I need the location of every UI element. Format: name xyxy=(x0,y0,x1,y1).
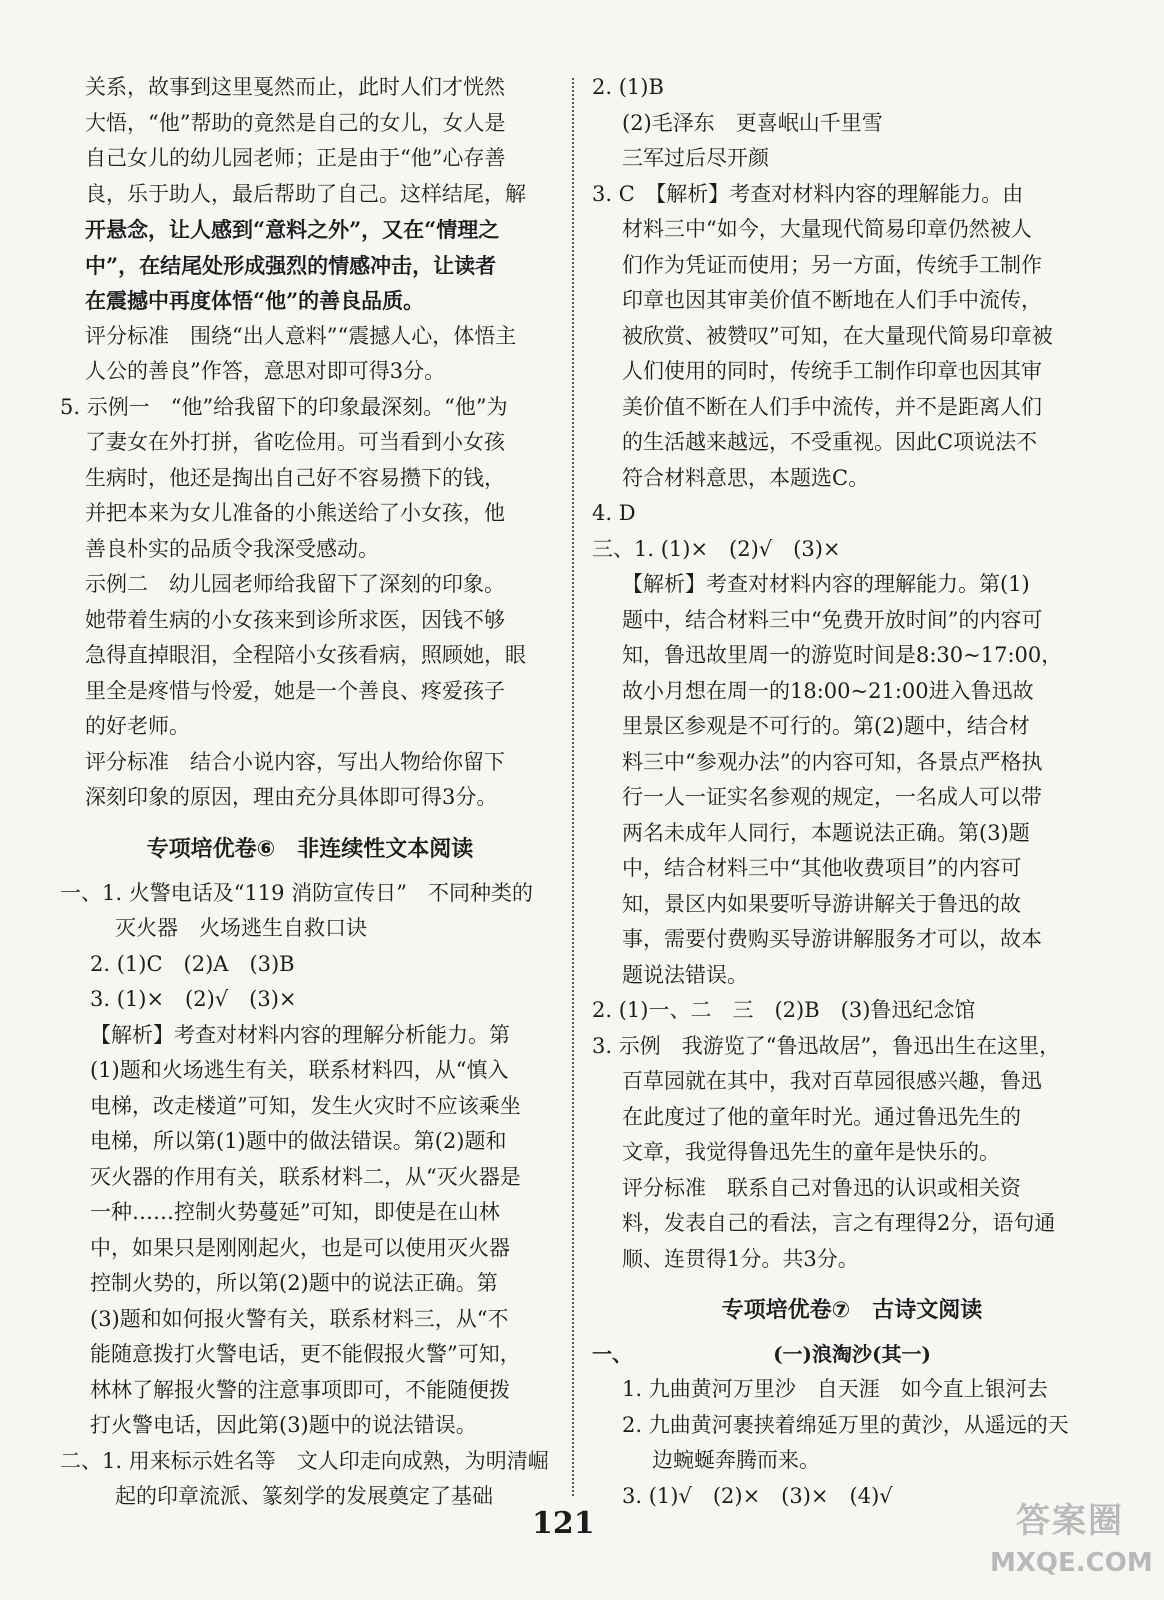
text-line: 评分标准 结合小说内容，写出人物给你留下 xyxy=(85,749,505,774)
text-line: 中，如果只是刚刚起火，也是可以使用灭火器 xyxy=(90,1235,510,1260)
text-line: 题说法错误。 xyxy=(622,962,748,987)
text-line: 人公的善良”作答，意思对即可得3分。 xyxy=(85,359,446,383)
text-line: 大悟，“他”帮助的竟然是自己的女儿，女人是 xyxy=(85,110,506,135)
section-7-title: 专项培优卷⑦ 古诗文阅读 xyxy=(721,1298,983,1323)
text-line: 故小月想在周一的18:00~21:00进入鲁迅故 xyxy=(622,678,1034,703)
text-line: 良，乐于助人，最后帮助了自己。这样结尾，解 xyxy=(85,181,526,206)
text-line: 印章也因其审美价值不断地在人们手中流传， xyxy=(622,288,1042,312)
text-line: 评分标准 围绕“出人意料”“震撼人心，体悟主 xyxy=(85,323,517,348)
text-line: 行一人一证实名参观的规定，一名成人可以带 xyxy=(622,785,1042,809)
text-line: 一、1. 火警电话及“119 消防宣传日” 不同种类的 xyxy=(60,880,533,905)
text-line: 3. (1)× (2)√ (3)× xyxy=(90,987,297,1011)
text-line: 们作为凭证而使用；另一方面，传统手工制作 xyxy=(622,252,1042,277)
text-line: 顺、连贯得1分。共3分。 xyxy=(622,1246,859,1271)
text-line: 并把本来为女儿准备的小熊送给了小女孩，他 xyxy=(85,501,505,525)
text-line: 【解析】考查对材料内容的理解分析能力。第 xyxy=(90,1022,510,1047)
text-line: 二、1. 用来标示姓名等 文人印走向成熟，为明清崛 xyxy=(60,1448,549,1473)
text-line: 【解析】考查对材料内容的理解能力。第(1) xyxy=(622,572,1030,596)
poem-title: (一)浪淘沙(其一) xyxy=(773,1342,931,1366)
text-line: 符合材料意思，本题选C。 xyxy=(622,465,870,490)
text-line: 料三中“参观办法”的内容可知，各景点严格执 xyxy=(622,749,1043,774)
left-column xyxy=(60,70,560,1515)
text-line: 林林了解报火警的注意事项即可，不能随便拨 xyxy=(90,1377,510,1402)
section-7-subheading xyxy=(592,1337,1112,1372)
text-line: 中，结合材料三中“其他收费项目”的内容可 xyxy=(622,856,1022,880)
text-line: 文章，我觉得鲁迅先生的童年是快乐的。 xyxy=(622,1140,1000,1164)
text-line: 1. 九曲黄河万里沙 自天涯 如今直上银河去 xyxy=(622,1377,1048,1401)
text-line: 知，鲁迅故里周一的游览时间是8:30~17:00， xyxy=(622,643,1063,667)
text-line: 打火警电话，因此第(3)题中的说法错误。 xyxy=(90,1413,477,1437)
text-line: (2)毛泽东 更喜岷山千里雪 xyxy=(622,110,883,135)
text-line: 2. (1)C (2)A (3)B xyxy=(90,951,295,976)
text-line: 开悬念，让人感到“意料之外”，又在“情理之 xyxy=(85,217,500,242)
text-line: 里景区参观是不可行的。第(2)题中，结合材 xyxy=(622,714,1030,738)
text-line: 关系，故事到这里戛然而止，此时人们才恍然 xyxy=(85,75,505,99)
text-line: 在此度过了他的童年时光。通过鲁迅先生的 xyxy=(622,1104,1021,1129)
text-line: 里全是疼惜与怜爱，她是一个善良、疼爱孩子 xyxy=(85,678,505,703)
text-line: (3)题和如何报火警有关，联系材料三，从“不 xyxy=(90,1306,509,1331)
text-line: 2. 九曲黄河裹挟着绵延万里的黄沙，从遥远的天 xyxy=(622,1412,1069,1437)
text-line: 的好老师。 xyxy=(85,714,190,738)
text-line: 美价值不断在人们手中流传，并不是距离人们 xyxy=(622,394,1042,419)
text-line: 她带着生病的小女孩来到诊所求医，因钱不够 xyxy=(85,607,505,632)
text-line: 在震撼中再度体悟“他”的善良品质。 xyxy=(85,288,425,313)
text-line: 深刻印象的原因，理由充分具体即可得3分。 xyxy=(85,785,498,809)
right-column xyxy=(592,70,1112,1514)
text-line: 3. (1)√ (2)× (3)× (4)√ xyxy=(622,1483,893,1508)
text-line: 生病时，他还是掏出自己好不容易攒下的钱， xyxy=(85,465,505,490)
text-line: 灭火器 火场逃生自救口诀 xyxy=(115,916,367,940)
section-6-title: 专项培优卷⑥ 非连续性文本阅读 xyxy=(146,836,474,862)
text-line: 自己女儿的幼儿园老师；正是由于“他”心存善 xyxy=(85,146,506,170)
text-line: 电梯，改走楼道”可知，发生火灾时不应该乘坐 xyxy=(90,1093,521,1118)
text-line: 4. D xyxy=(592,501,636,525)
section-6-answers xyxy=(60,876,560,1515)
text-line: 材料三中“如今，大量现代简易印章仍然被人 xyxy=(622,217,1032,241)
text-line: 评分标准 联系自己对鲁迅的认识或相关资 xyxy=(622,1175,1021,1200)
column-divider xyxy=(572,78,574,1496)
text-line: 电梯，所以第(1)题中的做法错误。第(2)题和 xyxy=(90,1129,507,1153)
text-line: 示例二 幼儿园老师给我留下了深刻的印象。 xyxy=(85,572,505,596)
watermark-logo xyxy=(990,1496,1153,1592)
text-line: 2. (1)B xyxy=(592,75,664,99)
right-answer-lines xyxy=(592,70,1112,1277)
text-line: 能随意拨打火警电话，更不能假报火警”可知， xyxy=(90,1342,521,1366)
text-line: 了妻女在外打拼，省吃俭用。可当看到小女孩 xyxy=(85,430,505,454)
text-line: 3. 示例 我游览了“鲁迅故居”，鲁迅出生在这里， xyxy=(592,1033,1061,1058)
text-line: 两名未成年人同行，本题说法正确。第(3)题 xyxy=(622,820,1030,845)
text-line: 善良朴实的品质令我深受感动。 xyxy=(85,536,379,561)
text-line: 中”，在结尾处形成强烈的情感冲击，让读者 xyxy=(85,252,497,278)
text-line: 被欣赏、被赞叹”可知，在大量现代简易印章被 xyxy=(622,323,1053,348)
left-answer-lines xyxy=(60,70,560,816)
watermark-text: 答案圈 xyxy=(1016,1501,1124,1541)
text-line: 三、1. (1)× (2)√ (3)× xyxy=(592,536,841,561)
text-line: 知，景区内如果要听导游讲解关于鲁迅的故 xyxy=(622,891,1021,916)
text-line: 料，发表自己的看法，言之有理得2分，语句通 xyxy=(622,1211,1056,1235)
watermark-url: MXQE.COM xyxy=(990,1548,1153,1578)
page-number: 121 xyxy=(532,1506,595,1541)
text-line: 边蜿蜒奔腾而来。 xyxy=(652,1448,820,1472)
text-line: 2. (1)一、二 三 (2)B (3)鲁迅纪念馆 xyxy=(592,998,976,1022)
text-line: 的生活越来越远，不受重视。因此C项说法不 xyxy=(622,430,1038,454)
text-line: 灭火器的作用有关，联系材料二，从“灭火器是 xyxy=(90,1164,521,1189)
text-line: 一种……控制火势蔓延”可知，即使是在山林 xyxy=(90,1200,500,1224)
text-line: 5. 示例一 “他”给我留下的印象最深刻。“他”为 xyxy=(60,394,508,419)
text-line: 百草园就在其中，我对百草园很感兴趣，鲁迅 xyxy=(622,1069,1042,1093)
text-line: 起的印章流派、篆刻学的发展奠定了基础 xyxy=(115,1484,493,1508)
text-line: 三军过后尽开颜 xyxy=(622,146,769,170)
text-line: 人们使用的同时，传统手工制作印章也因其审 xyxy=(622,359,1042,383)
text-line: 题中，结合材料三中“免费开放时间”的内容可 xyxy=(622,607,1043,632)
text-line: 控制火势的，所以第(2)题中的说法正确。第 xyxy=(90,1271,498,1295)
section-7-prefix: 一、 xyxy=(592,1342,632,1366)
text-line: (1)题和火场逃生有关，联系材料四，从“慎入 xyxy=(90,1058,509,1082)
text-line: 急得直掉眼泪，全程陪小女孩看病，照顾她，眼 xyxy=(85,643,526,667)
text-line: 事，需要付费购买导游讲解服务才可以，故本 xyxy=(622,927,1042,951)
section-7-answers xyxy=(592,1372,1112,1514)
text-line: 3. C 【解析】考查对材料内容的理解能力。由 xyxy=(592,181,1024,206)
